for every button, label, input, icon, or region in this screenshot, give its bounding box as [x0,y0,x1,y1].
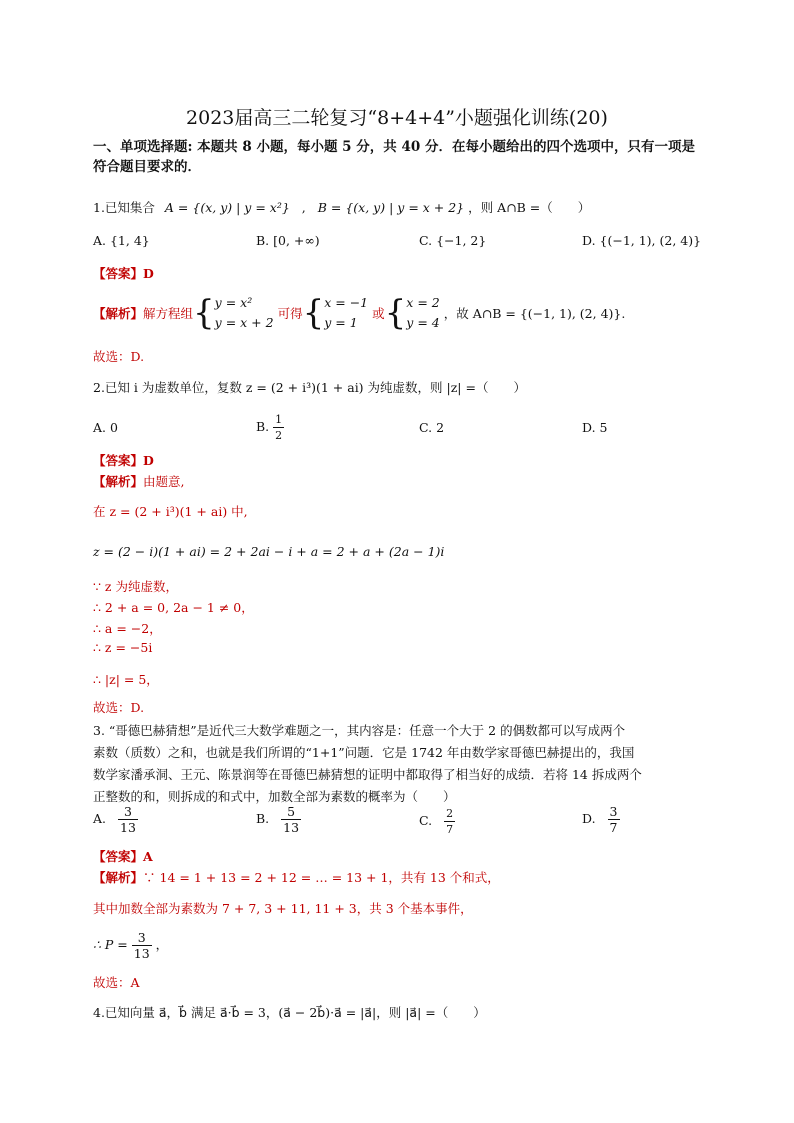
q3-analysis-line1: 【解析】∵ 14 = 1 + 13 = 2 + 12 = … = 13 + 1，共有 13 个和式， [93,870,500,885]
q2-option-d: D. 5 [582,420,608,435]
q3-stem-line1: 3. “哥德巴赫猜想”是近代三大数学难题之一，其内容是：任意一个大于 2 的偶数都可以写成两个 [93,723,626,738]
q2-option-c: C. 2 [419,420,445,435]
q1-system-1: y = x² y = x + 2 [214,295,274,330]
q1-system-3: x = 2 y = 4 [406,295,440,330]
q1-option-c: C. {−1, 2} [419,233,487,248]
q1-stem-prefix: 1.已知集合 [93,200,155,215]
q2-line1: 在 z = (2 + i³)(1 + ai) 中, [93,504,248,519]
q1-final: 故选：D. [93,349,145,364]
q1-analysis: 【解析】 解方程组 { y = x² y = x + 2 可得 { x = −1 y = 1 或 { x = 2 y = 4 ，故 A∩B = {(−1, 1), (2, 4)}. [93,293,626,333]
q3-analysis-line2: 其中加数全部为素数为 7 + 7, 3 + 11, 11 + 3，共 3 个基本事件， [93,901,473,916]
q3-analysis-line3: ∴ P = $\frac{3}{13}$ ， [93,930,169,961]
q1-set-a: A = {(x, y) | y = x²} [164,200,290,215]
q3-stem-line2: 素数（质数）之和，也就是我们所谓的“1+1”问题．它是 1742 年由数学家哥德巴赫提出的，我国 [93,745,635,760]
q2-final: 故选：D. [93,700,145,715]
q1-analysis-label: 【解析】 [93,306,144,321]
q2-line2: z = (2 − i)(1 + ai) = 2 + 2ai − i + a = 2 + a + (2a − 1)i [93,544,445,559]
q2-answer: 【答案】D [93,453,154,468]
q3-option-b: B. $\frac{5}{13}$ [256,804,300,835]
page-title: 2023届高三二轮复习“8+4+4”小题强化训练(20) [186,107,608,129]
q1-answer: 【答案】D [93,266,154,281]
q2-line4: ∴ 2 + a = 0, 2a − 1 ≠ 0， [93,600,254,615]
q1-conclusion: ，故 A∩B = {(−1, 1), (2, 4)}. [443,306,626,321]
q2-line7: ∴ |z| = 5， [93,672,159,687]
q1-system-2: x = −1 y = 1 [324,295,369,330]
section-heading-line1: 一、单项选择题: 本题共 8 小题，每小题 5 分，共 40 分．在每小题给出的四个选项中，只有一项是 [93,139,695,155]
q1-mid: 可得 [277,306,303,321]
q2-line3: ∵ z 为纯虚数， [93,579,178,594]
q1-stem-suffix: ，则 A∩B =（ ） [468,200,591,215]
q3-final: 故选：A [93,975,140,990]
q3-option-d: D. $\frac{3}{7}$ [582,804,618,835]
q3-stem-line3: 数学家潘承洞、王元、陈景润等在哥德巴赫猜想的证明中都取得了相当好的成绩．若将 14 拆成两个 [93,767,642,782]
q4-stem: 4.已知向量 a⃗，b⃗ 满足 a⃗·b⃗ = 3，(a⃗ − 2b⃗)·a⃗ = |a⃗|，则 |a⃗| =（ ） [93,1005,486,1020]
q3-option-a: A. $\frac{3}{13}$ [93,804,136,835]
q2-stem: 2.已知 i 为虚数单位，复数 z = (2 + i³)(1 + ai) 为纯虚数，则 |z| =（ ） [93,380,526,395]
q1-set-b: B = {(x, y) | y = x + 2} [317,200,465,215]
section-heading-line2: 符合题目要求的． [93,159,201,175]
q1-or: 或 [372,306,385,321]
q1-option-a: A. {1, 4} [93,233,150,248]
q1-option-d: D. {(−1, 1), (2, 4)} [582,233,702,248]
q3-stem-line4: 正整数的和，则拆成的和式中，加数全部为素数的概率为（ ） [93,789,456,804]
q2-option-b: B. $\frac{1}{2}$ [256,413,283,442]
q1-option-b: B. [0, +∞) [256,233,320,248]
q1-stem: 1.已知集合 A = {(x, y) | y = x²} , B = {(x, y) | y = x + 2} ，则 A∩B =（ ） [93,200,591,215]
q2-analysis-head: 【解析】由题意, [93,474,185,489]
q1-analysis-pre: 解方程组 [143,306,194,321]
q2-line5: ∴ a = −2， [93,621,162,636]
q3-answer: 【答案】A [93,849,153,864]
q3-option-c: C. $\frac{2}{7}$ [419,807,454,836]
q2-line6: ∴ z = −5i [93,640,153,655]
q2-option-a: A. 0 [93,420,118,435]
